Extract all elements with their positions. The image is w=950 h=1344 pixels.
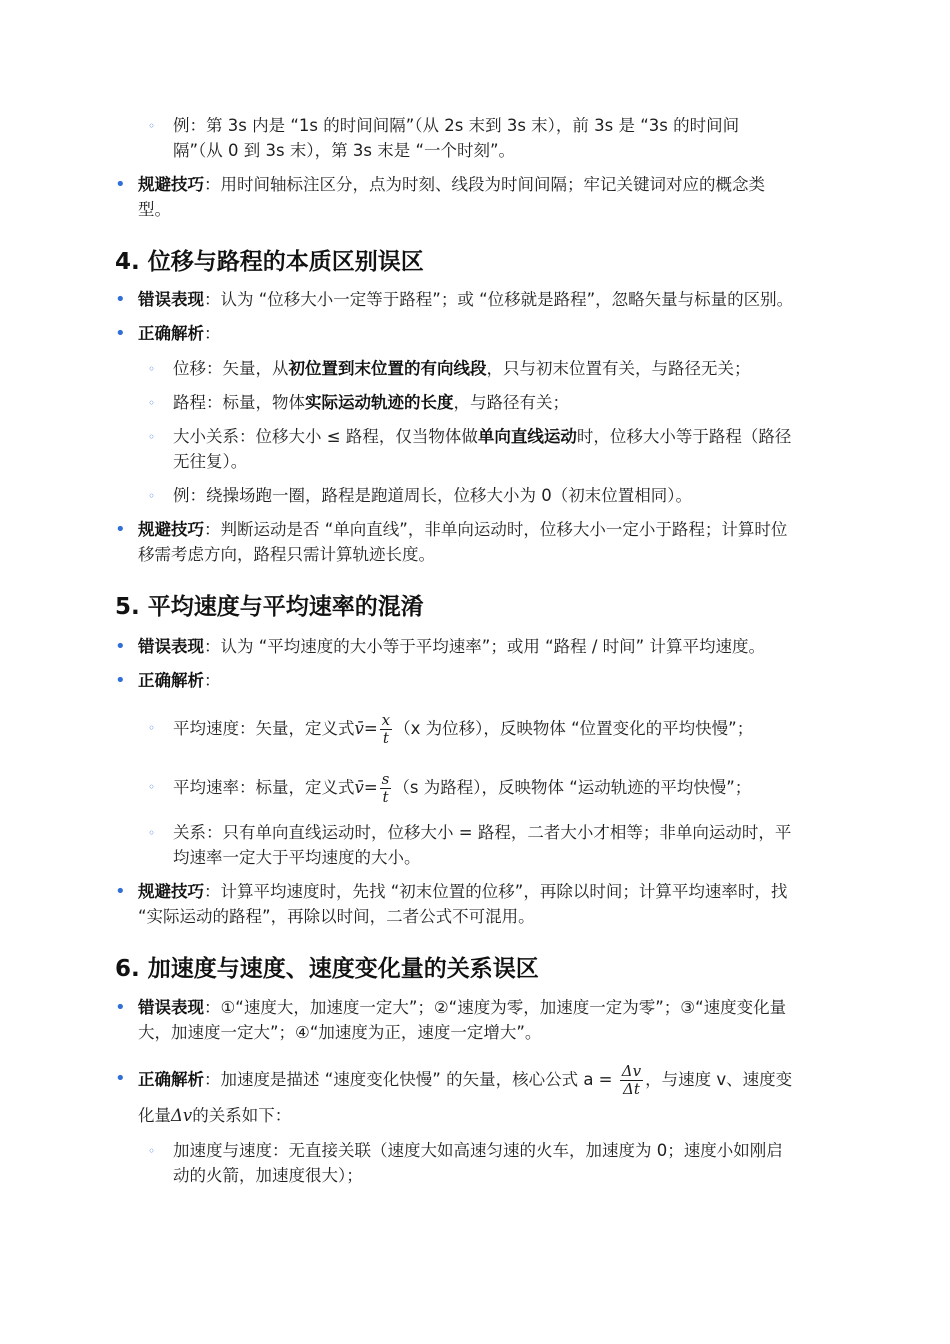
- sub-bullet: ◦: [148, 826, 156, 840]
- sub-bullet: ◦: [148, 1144, 156, 1158]
- tip-label: 规避技巧: [138, 175, 204, 194]
- list-item: 关系：只有单向直线运动时，位移大小 = 路程，二者大小才相等；非单向运动时，平: [173, 823, 792, 842]
- list-item: 无往复）。: [173, 452, 248, 471]
- bullet: •: [115, 1068, 126, 1089]
- error-line: 错误表现：认为 “平均速度的大小等于平均速率”；或用 “路程 / 时间” 计算平均速度。: [138, 637, 765, 656]
- example-line: 隔”（从 0 到 3s 末），第 3s 末是 “一个时刻”。: [173, 141, 516, 160]
- tip-line: “实际运动的路程”，再除以时间，二者公式不可混用。: [138, 907, 535, 926]
- analysis-label: 正确解析：: [138, 671, 221, 690]
- sub-bullet: ◦: [148, 780, 156, 794]
- list-item: 位移：矢量，从初位置到末位置的有向线段，只与初末位置有关，与路径无关；: [173, 359, 751, 378]
- bullet: •: [115, 519, 126, 540]
- fraction: $\frac{s}{t}$: [381, 770, 390, 806]
- list-item: 平均速率：标量，定义式v̄= $\frac{s}{t}$ （s 为路程），反映物体 “运动轨迹的平均快慢”；: [173, 770, 752, 806]
- error-line: 错误表现：认为 “位移大小一定等于路程”；或 “位移就是路程”，忽略矢量与标量的区别。: [138, 290, 794, 309]
- list-item: 均速率一定大于平均速度的大小。: [173, 848, 421, 867]
- sub-bullet: ◦: [148, 396, 156, 410]
- example-line: 例：第 3s 内是 “1s 的时间间隔”（从 2s 末到 3s 末），前 3s 是 “3s 的时间间: [173, 116, 740, 135]
- bullet: •: [115, 636, 126, 657]
- analysis-label: 正确解析：: [138, 324, 221, 343]
- tip-line: 规避技巧：判断运动是否 “单向直线”，非单向运动时，位移大小一定小于路程；计算时位: [138, 520, 788, 539]
- bullet: •: [115, 174, 126, 195]
- list-item: 大小关系：位移大小 ≤ 路程，仅当物体做单向直线运动时，位移大小等于路程（路径: [173, 427, 792, 446]
- fraction: $\frac{x}{t}$: [381, 711, 391, 747]
- section-heading: 6. 加速度与速度、速度变化量的关系误区: [115, 956, 539, 982]
- list-item: 动的火箭，加速度很大）；: [173, 1166, 363, 1185]
- analysis-line: 正确解析：加速度是描述 “速度变化快慢” 的矢量，核心公式 a = $\frac{\Delta v}{\Delta t}$ ，与速度 v、速度变: [138, 1062, 793, 1098]
- fraction: $\frac{\Delta v}{\Delta t}$: [621, 1062, 642, 1098]
- sub-bullet: ◦: [148, 489, 156, 503]
- tip-line: 规避技巧：计算平均速度时，先找 “初末位置的位移”，再除以时间；计算平均速率时，找: [138, 882, 788, 901]
- bullet: •: [115, 289, 126, 310]
- tip-line: 型。: [138, 200, 171, 219]
- analysis-line: 化量Δv的关系如下：: [138, 1106, 292, 1125]
- bullet: •: [115, 997, 126, 1018]
- sub-bullet: ◦: [148, 430, 156, 444]
- sub-bullet: ◦: [148, 119, 156, 133]
- section-heading: 5. 平均速度与平均速率的混淆: [115, 594, 424, 620]
- bullet: •: [115, 670, 126, 691]
- list-item: 平均速度：矢量，定义式v̄= $\frac{x}{t}$ （x 为位移），反映物体 “位置变化的平均快慢”；: [173, 711, 754, 747]
- error-line: 大，加速度一定大”；④“加速度为正，速度一定增大”。: [138, 1023, 542, 1042]
- tip-line: 规避技巧：用时间轴标注区分，点为时刻、线段为时间间隔；牢记关键词对应的概念类: [138, 175, 765, 194]
- sub-bullet: ◦: [148, 362, 156, 376]
- tip-line: 移需考虑方向，路程只需计算轨迹长度。: [138, 545, 435, 564]
- list-item: 加速度与速度：无直接关联（速度大如高速匀速的火车，加速度为 0；速度小如刚启: [173, 1141, 783, 1160]
- section-heading: 4. 位移与路程的本质区别误区: [115, 249, 424, 275]
- list-item: 路程：标量，物体实际运动轨迹的长度，与路径有关；: [173, 393, 569, 412]
- bullet: •: [115, 881, 126, 902]
- sub-bullet: ◦: [148, 721, 156, 735]
- bullet: •: [115, 323, 126, 344]
- error-line: 错误表现：①“速度大，加速度一定大”；②“速度为零，加速度一定为零”；③“速度变化量: [138, 998, 787, 1017]
- list-item: 例：绕操场跑一圈，路程是跑道周长，位移大小为 0（初末位置相同）。: [173, 486, 692, 505]
